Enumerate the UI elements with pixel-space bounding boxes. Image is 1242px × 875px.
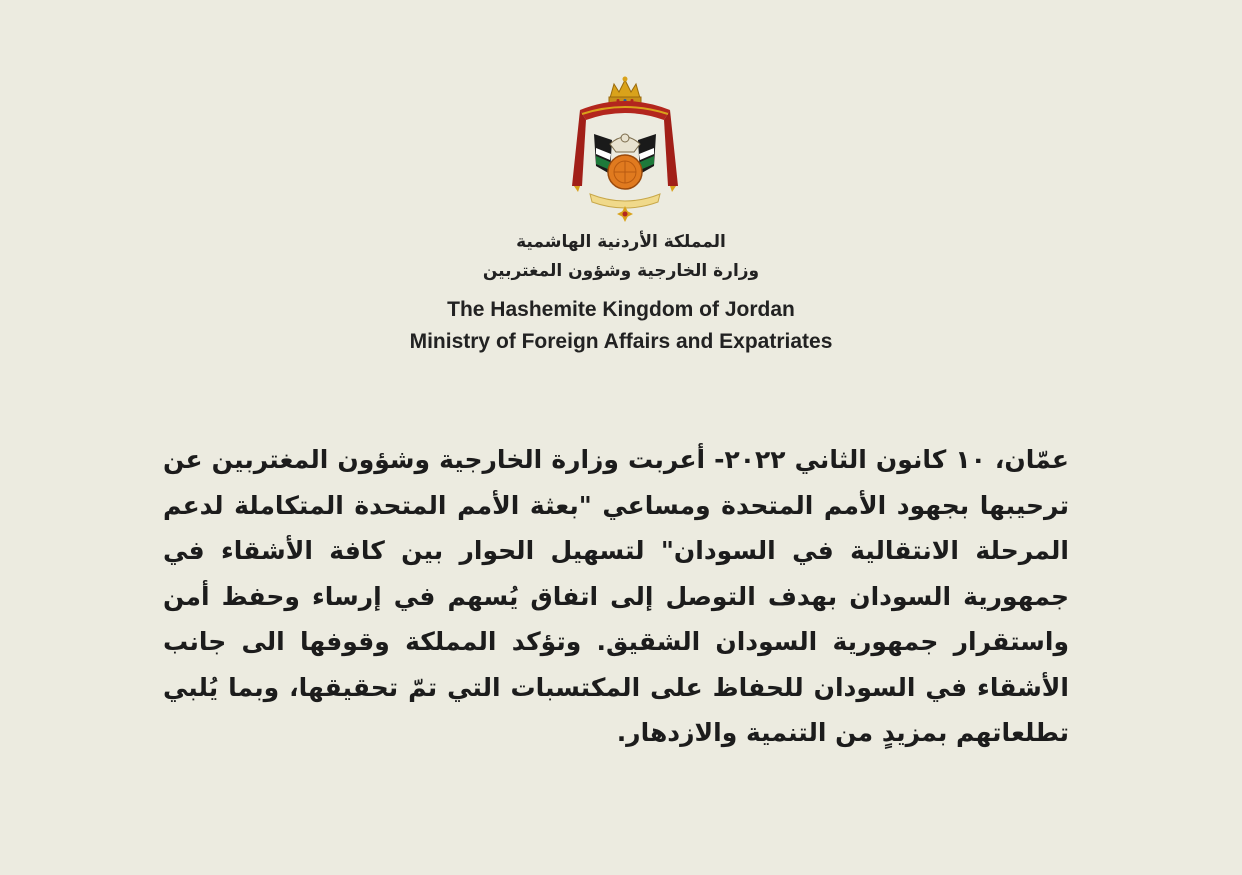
kingdom-name-english: The Hashemite Kingdom of Jordan	[447, 298, 795, 321]
banner-icon	[590, 194, 660, 208]
shield-icon	[608, 155, 642, 189]
kingdom-name-arabic: المملكة الأردنية الهاشمية	[516, 232, 726, 252]
ministry-name-english: Ministry of Foreign Affairs and Expatriates	[409, 330, 833, 353]
eagle-icon	[610, 134, 640, 152]
ministry-name-arabic: وزارة الخارجية وشؤون المغتربين	[482, 261, 760, 281]
statement-body: عمّان، ١٠ كانون الثاني ٢٠٢٢- أعربت وزارة الخارجية وشؤون المغتربين عن ترحيبها بجهود الأمم المتحدة ومساعي "بعثة الأمم المتحدة المتكاملة لدعم المرحلة الانتقالية في السودان" لتسهيل الحوار بين كافة الأشقاء في جمهورية السودان بهدف التوصل إلى اتفاق يُسهم في إرساء وحفظ أمن واستقرار جمهورية السودان الشقيق. وتؤكد المملكة وقوفها الى جانب الأشقاء في السودان للحفاظ على المكتسبات التي تمّ تحقيقها، وبما يُلبي تطلعاتهم بمزيدٍ من التنمية والازدهار.	[163, 445, 1069, 747]
order-star-icon	[617, 206, 633, 222]
jordan-coat-of-arms-icon	[560, 74, 690, 226]
crown-icon	[609, 77, 641, 105]
